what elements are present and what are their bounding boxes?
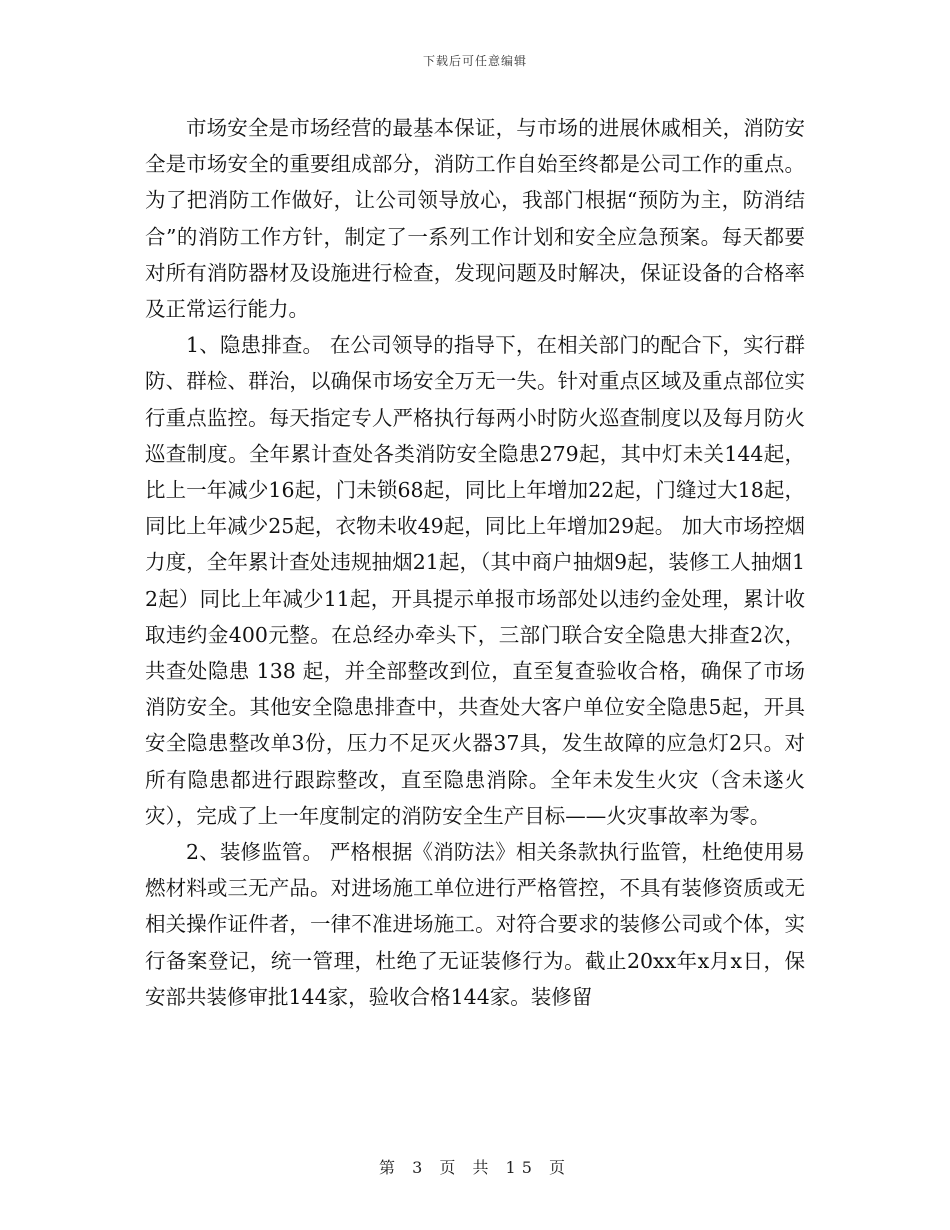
page-header: 下载后可任意编辑 [422,54,527,68]
paragraph-renovation-supervision: 2、装修监管。 严格根据《消防法》相关条款执行监管，杜绝使用易燃材料或三无产品。对进场施工单位进行严格管控，不具有装修资质或无相关操作证件者，一律不准进场施工。对符合要求的装修公司或个体，实行备案登记，统一管理，杜绝了无证装修行为。截止20xx年x月x日，保安部共装修审批144家，验收合格144家。装修留 [145,840,805,1009]
paragraph-hazard-inspection: 1、隐患排查。 在公司领导的指导下，在相关部门的配合下，实行群防、群检、群治，以确保市场安全万无一失。针对重点区域及重点部位实行重点监控。每天指定专人严格执行每两小时防火巡查制度以及每月防火巡查制度。全年累计查处各类消防安全隐患279起，其中灯未关144起，比上一年减少16起，门未锁68起，同比上年增加22起，门缝过大18起，同比上年减少25起，衣物未收49起，同比上年增加29起。 加大市场控烟力度，全年累计查处违规抽烟21起，（其中商户抽烟9起，装修工人抽烟12起）同比上年减少11起，开具提示单报市场部处以违约金处理，累计收取违约金400元整。在总经办牵头下，三部门联合安全隐患大排查2次，共查处隐患 138 起，并全部整改到位，直至复查验收合格，确保了市场消防安全。其他安全隐患排查中，共查处大客户单位安全隐患5起，开具安全隐患整改单3份，压力不足灭火器37具，发生故障的应急灯2只。对所有隐患都进行跟踪整改，直至隐患消除。全年未发生火灾（含未遂火灾），完成了上一年度制定的消防安全生产目标——火灾事故率为零。 [145,333,805,828]
paragraph-intro: 市场安全是市场经营的最基本保证，与市场的进展休戚相关，消防安全是市场安全的重要组成部分，消防工作自始至终都是公司工作的重点。为了把消防工作做好，让公司领导放心，我部门根据“预防为主，防消结合”的消防工作方针，制定了一系列工作计划和安全应急预案。每天都要对所有消防器材及设施进行检查，发现问题及时解决，保证设备的合格率及正常运行能力。 [145,116,805,322]
page-footer: 第 3 页 共 15 页 [379,1158,571,1177]
document-body [145,110,805,1015]
